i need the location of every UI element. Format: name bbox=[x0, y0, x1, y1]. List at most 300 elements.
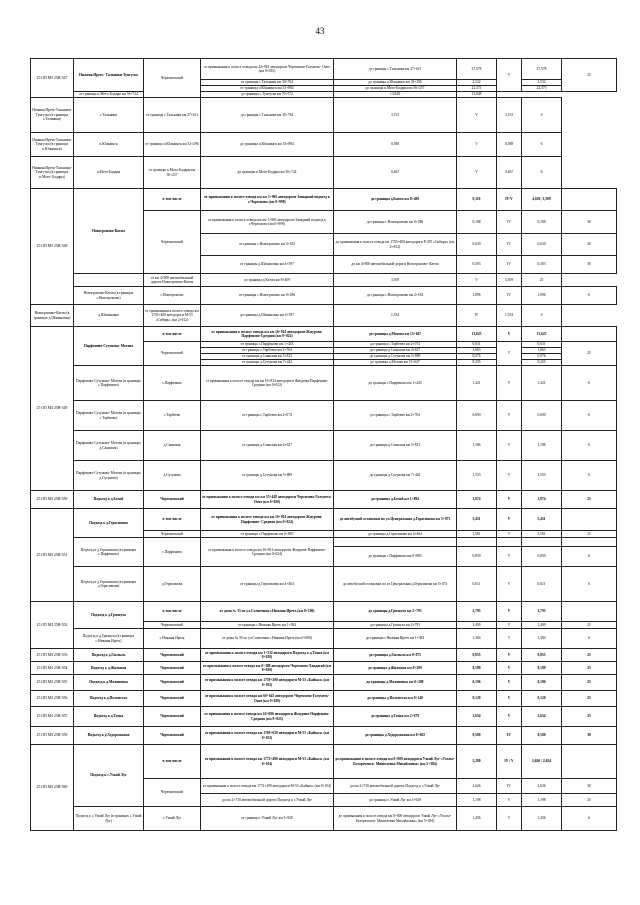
from-point-cell: от границы п.Мото-Бодары км 56+257 bbox=[144, 157, 201, 189]
from-point-cell: от границы д.Сутунова км 7+442 bbox=[201, 360, 334, 366]
length-cell: 2,654 bbox=[457, 707, 497, 727]
length-cell: 5,451 bbox=[457, 509, 497, 531]
total-length-cell bbox=[522, 538, 562, 547]
width-cell bbox=[562, 189, 617, 211]
category-cell: V bbox=[497, 547, 522, 567]
district-cell: Черемховский bbox=[144, 649, 201, 662]
category-cell: V bbox=[497, 662, 522, 675]
length-cell: 1,863 bbox=[457, 348, 497, 354]
from-point-cell: от примыкания к полосе отвода км км 1+965 автодороги Западный подъезд к г.Черемхово (км 0+998) bbox=[201, 211, 334, 234]
road-name-cell: Подъезд к с.Узкий Луг bbox=[74, 745, 144, 807]
width-cell: 30 bbox=[562, 727, 617, 745]
width-cell bbox=[562, 509, 617, 531]
from-point-cell: от границы с.Нижняя Иреть км 1+384 bbox=[201, 622, 334, 629]
width-cell: 25 bbox=[562, 691, 617, 707]
category-cell: V bbox=[497, 59, 522, 92]
to-point-cell: до границы д.Мотова км 15+647 bbox=[334, 327, 457, 342]
from-point-cell: от границы с.Тарбеево км 2+074 bbox=[201, 401, 334, 431]
width-cell: 6 bbox=[562, 629, 617, 649]
from-point-cell: от границы с.Новогромово км 0+286 bbox=[201, 287, 334, 305]
table-row bbox=[31, 274, 617, 287]
length-cell: 0,611 bbox=[457, 567, 497, 602]
road-code-cell: 25 ОП МЗ 25Н-558 bbox=[31, 727, 74, 745]
from-point-cell: от границы с.Парфеново км 1+443 bbox=[201, 342, 334, 348]
category-cell: IV bbox=[497, 256, 522, 274]
district-cell: п.Южнинск bbox=[74, 133, 144, 157]
to-point-cell: до км 4+900 автомобильной дороги Новогромово- Катом bbox=[334, 256, 457, 274]
from-point-cell: от границы с.Тарбеево км 2+764 bbox=[201, 348, 334, 354]
to-point-cell: до границы д.Грязнуха км 2+793 bbox=[334, 622, 457, 629]
width-cell: 25 bbox=[522, 274, 562, 287]
length-cell: 0,631 bbox=[457, 342, 497, 348]
length-cell: 27,578 bbox=[457, 59, 497, 80]
total-length-cell: 13,625 bbox=[522, 327, 562, 342]
to-point-cell bbox=[334, 538, 457, 547]
from-point-cell: от примыкания к полосе отвода км км 16+814 автодороги Жмурова-Парфеново-Средняя (км 0+022) bbox=[201, 327, 334, 342]
from-point-cell: от км 4+900 автомобильной дороги Новогромово-Катом bbox=[144, 274, 201, 287]
width-cell: 25 bbox=[562, 649, 617, 662]
to-point-cell: до границы д.Белой км 1+894 bbox=[334, 491, 457, 509]
total-length-cell: 1,863 bbox=[522, 348, 562, 354]
district-cell: в том числе bbox=[144, 509, 201, 531]
road-name-cell: Парфеново-Сутунова- Мотова (в границах д.Саянская) bbox=[74, 431, 144, 461]
roads-table bbox=[30, 58, 617, 831]
total-length-cell: 0,188 bbox=[522, 211, 562, 234]
to-point-cell: до границы д.Саянская км 4+627 bbox=[334, 348, 457, 354]
from-point-cell: от границы п.Мото-Бодары км 56+724 bbox=[74, 92, 144, 98]
category-cell: IV bbox=[497, 234, 522, 256]
road-name-cell: Новогромово-Катом (в границах с.Новогромово) bbox=[74, 287, 144, 305]
to-point-cell: до примыкания к полосе отвода км 0+000 автодороги Узкий Луг-«Усолье-Белореченск- Мишелевка-Михайловка» (км 5+384) bbox=[334, 745, 457, 779]
to-point-cell: до границы д.Грязнуха км 2+793 bbox=[334, 602, 457, 622]
to-point-cell: до примыкания к полосе отвода км 1755+400 автодороги Р-255 «Сибирь» (км 2+812) bbox=[334, 234, 457, 256]
total-length-cell: 0,303 bbox=[522, 256, 562, 274]
category-cell: V bbox=[497, 807, 522, 831]
district-cell: с.Узкий Луг bbox=[144, 807, 201, 831]
district-cell: Черемховский bbox=[144, 59, 201, 98]
total-length-cell: 1,553 bbox=[522, 461, 562, 491]
category-cell: IV bbox=[497, 779, 522, 794]
road-name-cell: Парфеново-Сутунова- Мотова (в границах с.Парфеново) bbox=[74, 366, 144, 401]
category-cell: IV bbox=[497, 211, 522, 234]
from-point-cell: от границы с.Тальники км 30+764 bbox=[201, 80, 334, 86]
table-row bbox=[31, 727, 617, 745]
category-cell: IV bbox=[457, 305, 497, 327]
table-row bbox=[31, 567, 617, 602]
category-cell: V bbox=[457, 274, 497, 287]
district-cell: Черемховский bbox=[144, 662, 201, 675]
from-point-cell: от примыкания к полосе отвода км 1772+490 автодороги М-53 «Байкал» (км 0+104) bbox=[201, 779, 334, 794]
length-cell: 2,626 bbox=[457, 779, 497, 794]
district-cell: Черемховский bbox=[144, 211, 201, 274]
width-cell bbox=[562, 538, 617, 547]
road-name-cell: Подъезд к с.Узкий Луг (в границах с.Узкий Луг) bbox=[74, 807, 144, 831]
district-cell: Черемховский bbox=[144, 707, 201, 727]
total-length-cell: 0,076 bbox=[522, 354, 562, 360]
width-cell: 6 bbox=[522, 98, 562, 133]
from-point-cell: от границы д.Саянская км 4+627 bbox=[201, 431, 334, 461]
to-point-cell: до границы с.Новогромово км 2+182 bbox=[334, 287, 457, 305]
road-name-cell: Нижняя Иреть- Тальники-Тунгуска bbox=[74, 59, 144, 92]
width-cell: 30 bbox=[562, 779, 617, 794]
total-length-cell: 2,532 bbox=[522, 80, 562, 86]
category-cell: IV bbox=[497, 287, 522, 305]
table-row bbox=[31, 629, 617, 649]
category-cell: V bbox=[497, 794, 522, 807]
from-point-cell: от примыкания к полосе отвода км 1739+200 автодороги М-53 «Байкал» (км 0+102) bbox=[201, 675, 334, 691]
district-cell: д.Герасимова bbox=[144, 567, 201, 602]
length-cell: 1,896 bbox=[457, 287, 497, 305]
length-cell: 1,456 bbox=[457, 807, 497, 831]
to-point-cell: до границы д.Мотова км 15+647 bbox=[334, 360, 457, 366]
total-length-cell: 0,500 bbox=[522, 727, 562, 745]
total-length-cell: 3,153 bbox=[497, 98, 522, 133]
total-length-cell: 1,186 bbox=[522, 431, 562, 461]
to-point-cell: до границы д.Катом км 8+409 bbox=[334, 189, 457, 211]
total-length-cell: 0,611 bbox=[522, 567, 562, 602]
from-point-cell: от примыкания к полосе отвода км км 16+814 автодороги Жмурова-Парфеново- Средняя (км 0+024) bbox=[201, 509, 334, 531]
width-cell: 6 bbox=[562, 547, 617, 567]
from-point-cell: от границы с.Узкий Луг км 3+928 bbox=[201, 807, 334, 831]
width-cell: 6 bbox=[562, 401, 617, 431]
table-row bbox=[31, 189, 617, 211]
from-point-cell: от дома № 33 по ул.Солнечная с.Нижняя Иреть (км 0+000) bbox=[201, 629, 334, 649]
total-length-cell: 2,626 bbox=[522, 779, 562, 794]
total-length-cell: 2,654 bbox=[522, 707, 562, 727]
length-cell: 3,509 bbox=[334, 274, 457, 287]
total-length-cell: 1,554 bbox=[497, 305, 522, 327]
length-cell: 0,106 bbox=[457, 675, 497, 691]
road-code-cell: 25 ОП МЗ 25Н-549 bbox=[31, 327, 74, 491]
from-point-cell: от примыкания к полосе отвода км 42+961 автодороги Черемхово-Голуметь- Онот (км 0+035) bbox=[201, 59, 334, 80]
table-row bbox=[31, 745, 617, 779]
from-point-cell: от границы д.Герасимова км 4+464 bbox=[201, 567, 334, 602]
to-point-cell: до границы д.Герасимова км 4+464 bbox=[334, 531, 457, 538]
width-cell bbox=[562, 745, 617, 779]
length-cell: 0,076 bbox=[457, 354, 497, 360]
to-point-cell: до границы с.Новогромово км 0+286 bbox=[334, 211, 457, 234]
category-cell bbox=[497, 538, 522, 547]
district-cell: с.Тарбеево bbox=[144, 401, 201, 431]
width-cell: 25 bbox=[562, 531, 617, 538]
from-point-cell: от границы п.Южнинск км 33+884 bbox=[201, 86, 334, 92]
length-cell: 0,690 bbox=[457, 401, 497, 431]
length-cell: 13,625 bbox=[457, 327, 497, 342]
to-point-cell: до границы д.Сутунова км 5+889 bbox=[334, 354, 457, 360]
to-point-cell: до границы п.Южнинск км 33+296 bbox=[334, 80, 457, 86]
length-cell: 1,198 bbox=[457, 794, 497, 807]
district-cell bbox=[74, 274, 144, 287]
table-row bbox=[31, 807, 617, 831]
total-length-cell: 8,205 bbox=[522, 360, 562, 366]
to-point-cell: до границы д.Малиновка км 0+208 bbox=[334, 675, 457, 691]
table-row bbox=[31, 675, 617, 691]
to-point-cell: до границы д.Топка км 2+679 bbox=[334, 707, 457, 727]
width-cell: 30 bbox=[562, 256, 617, 274]
road-name-cell: Подъезд к д.Малиновка bbox=[74, 675, 144, 691]
width-cell: 6 bbox=[562, 431, 617, 461]
to-point-cell: до границы д.Гымыль км 0+875 bbox=[334, 649, 457, 662]
road-name-cell: Парфеново-Сутунова- Мотова (в границах д.Сутунова) bbox=[74, 461, 144, 491]
table-row bbox=[31, 366, 617, 401]
road-code-cell: 25 ОП МЗ 25Н-552 bbox=[31, 602, 74, 649]
total-length-cell: 0,631 bbox=[522, 342, 562, 348]
total-length-cell: 13,848 bbox=[457, 92, 497, 98]
road-name-cell: Подъезд к д.Гымыль bbox=[74, 649, 144, 662]
length-cell: 2,793 bbox=[457, 602, 497, 622]
road-name-cell: Подъезд к д.Белой bbox=[74, 491, 144, 509]
category-cell: V bbox=[497, 491, 522, 509]
from-point-cell: от примыкания к полосе отвода км 1+532 автодороги Подъезд к д.Топка (км 0+020) bbox=[201, 649, 334, 662]
length-cell bbox=[457, 538, 497, 547]
road-code-cell: 25 ОП МЗ 25Н-550 bbox=[31, 491, 74, 509]
to-point-cell: до границы д.Шамановка км 4+597 bbox=[201, 305, 334, 327]
from-point-cell: от границы д.Саянская км 5+813 bbox=[201, 354, 334, 360]
to-point-cell: до границы п.Мото-Бодары км 56+257 bbox=[334, 86, 457, 92]
table-row bbox=[31, 431, 617, 461]
width-cell: 6 bbox=[562, 461, 617, 491]
table-row bbox=[31, 707, 617, 727]
total-length-cell: 0,588 bbox=[497, 133, 522, 157]
table-row bbox=[31, 59, 617, 80]
category-cell: V bbox=[457, 98, 497, 133]
from-point-cell: от примыкания к полосе отвода км 1772+490 автодороги М-53 «Байкал» (км 0+104) bbox=[201, 745, 334, 779]
table-row bbox=[31, 491, 617, 509]
category-cell: V bbox=[497, 366, 522, 401]
from-point-cell: от границы п.Южнинск км 33+296 bbox=[144, 133, 201, 157]
road-name-cell: Нижняя Иреть-Тальники- Тунгуска (в границах с.Тальники) bbox=[31, 98, 74, 133]
to-point-cell: до границы д.Саянская км 5+813 bbox=[334, 431, 457, 461]
from-point-cell: от примыкания к полосе отвода км 16+814 автодороги Жмурова-Парфеново-Средняя (км 0+024) bbox=[201, 538, 334, 567]
table-row bbox=[31, 287, 617, 305]
road-code-cell: 25 ОП МЗ 25Н-553 bbox=[31, 649, 74, 662]
width-cell: 30 bbox=[562, 234, 617, 256]
road-code-cell: 25 ОП МЗ 25Н-555 bbox=[31, 675, 74, 691]
category-cell: V bbox=[497, 649, 522, 662]
length-cell: 22,373 bbox=[457, 86, 497, 92]
width-cell: 6 bbox=[562, 287, 617, 305]
from-point-cell: от границы с.Новогромово км 2+182 bbox=[201, 234, 334, 256]
total-length-cell: 8,189 bbox=[522, 662, 562, 675]
district-cell: Черемховский bbox=[144, 622, 201, 629]
from-point-cell: от границы д.Сутунова км 5+889 bbox=[201, 461, 334, 491]
length-cell: 1,874 bbox=[457, 491, 497, 509]
to-point-cell: до границы д.Сутунова км 7+442 bbox=[334, 461, 457, 491]
total-length-cell: 27,578 bbox=[522, 59, 562, 80]
road-code-cell: 25 ОП МЗ 25Н-556 bbox=[31, 691, 74, 707]
to-point-cell: до границы д.Поломеско км 0+140 bbox=[334, 691, 457, 707]
total-length-cell: 0,690 bbox=[522, 401, 562, 431]
district-cell: в том числе bbox=[144, 189, 201, 211]
width-cell: 25 bbox=[562, 59, 617, 92]
to-point-cell: до границы п.Южнинск км 33+884 bbox=[201, 133, 334, 157]
category-cell: V bbox=[497, 602, 522, 622]
from-point-cell: от примыкания к полосе отвода км 1769+020 автодороги М-53 «Байкал» (км 0+102) bbox=[201, 727, 334, 745]
road-name-cell: Новогромово-Катом (в границах д.Шамановка) bbox=[31, 305, 74, 327]
to-point-cell: до границы д.Худорожкина км 0+602 bbox=[334, 727, 457, 745]
length-cell: 0,500 bbox=[457, 727, 497, 745]
category-cell: V bbox=[497, 567, 522, 602]
total-length-cell: 0,120 bbox=[522, 691, 562, 707]
table-row bbox=[31, 461, 617, 491]
to-point-cell: до границы с.Парфеново км 1+443 bbox=[334, 366, 457, 401]
total-length-cell: 2,626 / 2,654 bbox=[522, 745, 562, 779]
to-point-cell: до границы с.Нижняя Иреть км 1+384 bbox=[334, 629, 457, 649]
table-row bbox=[31, 305, 617, 327]
district-cell: в том числе bbox=[144, 602, 201, 622]
road-code-cell: 25 ОП МЗ 25Н-551 bbox=[31, 509, 74, 602]
district-cell: д.Саянская bbox=[144, 431, 201, 461]
category-cell: V bbox=[497, 431, 522, 461]
length-cell: 1,186 bbox=[457, 431, 497, 461]
table-row bbox=[31, 691, 617, 707]
width-cell: 25 bbox=[562, 794, 617, 807]
road-name-cell: Подъезд к д.Топка bbox=[74, 707, 144, 727]
category-cell: V bbox=[497, 691, 522, 707]
table-row bbox=[31, 509, 617, 531]
district-cell: Черемховский bbox=[144, 675, 201, 691]
total-length-cell: 1,421 bbox=[522, 366, 562, 401]
width-cell: 30 bbox=[562, 211, 617, 234]
total-length-cell: 0,467 bbox=[497, 157, 522, 189]
table-row bbox=[31, 602, 617, 622]
to-point-cell: до границы п.Мото-Бодары км 56+724 bbox=[201, 157, 334, 189]
district-cell: с.Новогромово bbox=[144, 287, 201, 305]
to-point-cell: до границы д.Жилкина км 8+209 bbox=[334, 662, 457, 675]
category-cell: V bbox=[457, 157, 497, 189]
district-cell: с.Тальники bbox=[74, 98, 144, 133]
width-cell: 25 bbox=[562, 342, 617, 366]
width-cell: 6 bbox=[562, 567, 617, 602]
table-row bbox=[31, 133, 617, 157]
to-point-cell: до примыкания к полосе отвода км 0+000 автодороги Узкий Луг-«Усолье-Белореченск- Мишелевка-Михайловка» (км 5+384) bbox=[334, 807, 457, 831]
width-cell: 6 bbox=[522, 305, 562, 327]
total-length-cell: 22,373 bbox=[522, 86, 562, 92]
total-length-cell: 1,198 bbox=[522, 794, 562, 807]
road-name-cell: Парфеново-Сутунова- Мотова bbox=[74, 327, 144, 366]
length-cell: 0,188 bbox=[457, 211, 497, 234]
width-cell bbox=[562, 602, 617, 622]
district-cell: Черемховский bbox=[144, 779, 201, 807]
to-point-cell: до границы с.Тарбеево км 2+764 bbox=[334, 401, 457, 431]
from-point-cell: от границы д.Шамановка км 4+597 bbox=[201, 256, 334, 274]
district-cell: с.Парфеново bbox=[144, 366, 201, 401]
from-point-cell: от примыкания к полосе отвода км 60+645 автодороги Черемхово-Голуметь-Онот (км 0+020) bbox=[201, 691, 334, 707]
road-name-cell: Подъезд к д.Грязнуха bbox=[74, 602, 144, 629]
district-cell: в том числе bbox=[144, 745, 201, 779]
to-point-cell: до границы с.Тальники км 27+613 bbox=[334, 59, 457, 80]
width-cell: 6 bbox=[562, 366, 617, 401]
length-cell: 8,189 bbox=[457, 662, 497, 675]
road-name-cell: Подъезд к д.Герасимова (в границах д.Герасимова) bbox=[74, 567, 144, 602]
to-point-cell: до границы с.Тунгуска км 70+572 bbox=[201, 92, 334, 98]
width-cell: 25 bbox=[562, 675, 617, 691]
category-cell: V bbox=[497, 531, 522, 538]
district-cell: с.Нижняя Иреть bbox=[144, 629, 201, 649]
width-cell: 6 bbox=[522, 133, 562, 157]
length-cell: 0,120 bbox=[457, 691, 497, 707]
length-cell: 0,859 bbox=[457, 547, 497, 567]
category-cell: V bbox=[497, 509, 522, 531]
total-length-cell: 4,601; 3,509 bbox=[522, 189, 562, 211]
length-cell: 0,630 bbox=[457, 234, 497, 256]
category-cell: V bbox=[497, 707, 522, 727]
length-cell: 1,553 bbox=[457, 461, 497, 491]
road-name-cell: Нижняя Иреть-Тальники- Тунгуска (в границах п.Южнинск) bbox=[31, 133, 74, 157]
total-length-cell: 3,509 bbox=[497, 274, 522, 287]
category-cell: IV bbox=[497, 727, 522, 745]
category-cell: V bbox=[497, 327, 522, 342]
table-row bbox=[31, 662, 617, 675]
width-cell: 6 bbox=[522, 157, 562, 189]
length-cell: 1,409 bbox=[457, 622, 497, 629]
category-cell: V bbox=[497, 342, 522, 366]
width-cell bbox=[562, 327, 617, 342]
total-length-cell: 1,456 bbox=[522, 807, 562, 831]
length-cell: 0,855 bbox=[457, 649, 497, 662]
district-cell: д.Шамановка bbox=[74, 305, 144, 327]
category-cell: V bbox=[457, 133, 497, 157]
district-cell: с.Парфеново bbox=[144, 538, 201, 567]
to-point-cell: до границы с.Тарбеево км 2+074 bbox=[334, 342, 457, 348]
table-row bbox=[31, 327, 617, 342]
road-code-cell: 25 ОП МЗ 25Н-560 bbox=[31, 745, 74, 831]
total-length-cell: 0,859 bbox=[522, 547, 562, 567]
length-cell: 0,303 bbox=[457, 256, 497, 274]
length-cell: 0,588 bbox=[334, 133, 457, 157]
district-cell: Черемховский bbox=[144, 531, 201, 538]
road-code-cell: 25 ОП МЗ 25Н-548 bbox=[31, 189, 74, 305]
category-cell: IV-V bbox=[497, 189, 522, 211]
from-point-cell: от примыкания к полосе отвода км км 35+448 автодороги Черемхово-Голуметь-Онот (км 0+020) bbox=[201, 491, 334, 509]
road-name-cell: Нижняя Иреть-Тальники- Тунгуска (в границах п.Мото- Бодары) bbox=[31, 157, 74, 189]
from-point-cell: от примыкания к полосе отвода км 0+388 автодороги Черемхово-Хандагай (км 0+020) bbox=[201, 662, 334, 675]
length-cell: 5,280 bbox=[457, 745, 497, 779]
table-row bbox=[31, 157, 617, 189]
road-code-cell: 25 ОП МЗ 25Н-547 bbox=[31, 59, 74, 98]
category-cell: V bbox=[497, 401, 522, 431]
to-point-cell: до границы с.Узкий Луг км 3+928 bbox=[334, 794, 457, 807]
to-point-cell: до км 2+730 автомобильной дороги Подъезд к с.Узкий Луг bbox=[334, 779, 457, 794]
total-length-cell: 1,409 bbox=[522, 622, 562, 629]
from-point-cell: от примыкания к полосе отвода км 1755+400 автодороги М-53 «Сибирь» (км 2+812) bbox=[144, 305, 201, 327]
to-point-cell: до автобусной остановки по ул.Центральная д.Герасимова км 5+073 bbox=[334, 509, 457, 531]
total-length-cell: 0,106 bbox=[522, 675, 562, 691]
length-cell: 8,205 bbox=[457, 360, 497, 366]
district-cell: п.Мото-Бодары bbox=[74, 157, 144, 189]
length-cell: 8,110 bbox=[457, 189, 497, 211]
district-cell: Черемховский bbox=[144, 491, 201, 509]
from-point-cell: от примыкания к полосе отвода км км 1+965 автодороги Западный подъезд к г.Черемхово (км 0+998) bbox=[201, 189, 334, 211]
width-cell: 6 bbox=[562, 807, 617, 831]
table-row bbox=[31, 401, 617, 431]
length-cell: 1,384 bbox=[457, 629, 497, 649]
to-point-cell: до границы д.Катом км 8+409 bbox=[201, 274, 334, 287]
road-code-cell: 25 ОП МЗ 25Н-557 bbox=[31, 707, 74, 727]
to-point-cell: до границы с.Парфеново км 0+883 bbox=[334, 547, 457, 567]
width-cell: 25 bbox=[562, 707, 617, 727]
total-length-cell: 0,855 bbox=[522, 649, 562, 662]
from-point-cell: от примыкания к полосе отвода км 24+696 автодороги Жмурова-Парфеново-Средняя (км 0+025) bbox=[201, 707, 334, 727]
length-cell: 3,581 bbox=[457, 531, 497, 538]
table-row bbox=[31, 649, 617, 662]
total-length-cell: 2,793 bbox=[522, 602, 562, 622]
category-cell: IV / V bbox=[497, 745, 522, 779]
total-length-cell: 3,581 bbox=[522, 531, 562, 538]
from-point-cell: до км 2+730 автомобильной дороги Подъезд к с.Узкий Луг bbox=[201, 794, 334, 807]
category-cell: V bbox=[497, 629, 522, 649]
total-length-cell: 1,874 bbox=[522, 491, 562, 509]
